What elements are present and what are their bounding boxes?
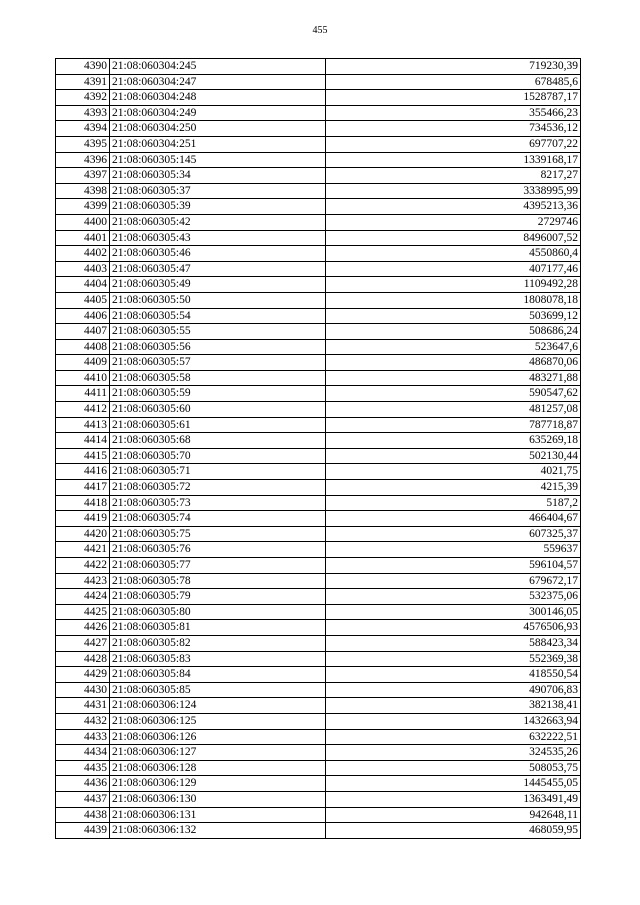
table-row: [56, 589, 581, 605]
table-row: [56, 526, 581, 542]
value-cell: 486870,06: [326, 355, 581, 371]
row-number-cell: 4408: [56, 339, 110, 355]
cadastral-number-cell: 21:08:060305:49: [110, 277, 326, 293]
cadastral-number-cell: 21:08:060305:70: [110, 448, 326, 464]
value-cell: 355466,23: [326, 105, 581, 121]
value-cell: 490706,83: [326, 682, 581, 698]
value-cell: 1339168,17: [326, 152, 581, 168]
cadastral-value-table: [55, 58, 581, 839]
value-cell: 588423,34: [326, 635, 581, 651]
cadastral-number-cell: 21:08:060305:60: [110, 402, 326, 418]
row-number-cell: 4391: [56, 74, 110, 90]
row-number-cell: 4426: [56, 620, 110, 636]
value-cell: 635269,18: [326, 433, 581, 449]
cadastral-number-cell: 21:08:060306:124: [110, 698, 326, 714]
row-number-cell: 4401: [56, 230, 110, 246]
table-row: [56, 495, 581, 511]
value-cell: 596104,57: [326, 558, 581, 574]
row-number-cell: 4396: [56, 152, 110, 168]
row-number-cell: 4393: [56, 105, 110, 121]
table-row: [56, 168, 581, 184]
table-row: [56, 136, 581, 152]
table-row: [56, 433, 581, 449]
table-row: [56, 339, 581, 355]
value-cell: 678485,6: [326, 74, 581, 90]
cadastral-number-cell: 21:08:060305:84: [110, 667, 326, 683]
table-row: [56, 105, 581, 121]
value-cell: 1808078,18: [326, 292, 581, 308]
cadastral-number-cell: 21:08:060305:85: [110, 682, 326, 698]
value-cell: 719230,39: [326, 59, 581, 75]
cadastral-number-cell: 21:08:060304:249: [110, 105, 326, 121]
cadastral-number-cell: 21:08:060305:78: [110, 573, 326, 589]
table-row: [56, 729, 581, 745]
row-number-cell: 4397: [56, 168, 110, 184]
value-cell: 382138,41: [326, 698, 581, 714]
value-cell: 4550860,4: [326, 246, 581, 262]
value-cell: 1432663,94: [326, 713, 581, 729]
page-number: 455: [312, 25, 328, 36]
value-cell: 508053,75: [326, 760, 581, 776]
row-number-cell: 4410: [56, 370, 110, 386]
row-number-cell: 4433: [56, 729, 110, 745]
value-cell: 590547,62: [326, 386, 581, 402]
row-number-cell: 4417: [56, 480, 110, 496]
value-cell: 523647,6: [326, 339, 581, 355]
row-number-cell: 4435: [56, 760, 110, 776]
row-number-cell: 4421: [56, 542, 110, 558]
row-number-cell: 4392: [56, 90, 110, 106]
cadastral-number-cell: 21:08:060305:72: [110, 480, 326, 496]
cadastral-number-cell: 21:08:060305:34: [110, 168, 326, 184]
row-number-cell: 4430: [56, 682, 110, 698]
table-row: [56, 573, 581, 589]
value-cell: 2729746: [326, 214, 581, 230]
value-cell: 300146,05: [326, 604, 581, 620]
table-row: [56, 121, 581, 137]
table-row: [56, 402, 581, 418]
table-row: [56, 292, 581, 308]
table-row: [56, 74, 581, 90]
cadastral-number-cell: 21:08:060306:126: [110, 729, 326, 745]
table-row: [56, 760, 581, 776]
row-number-cell: 4436: [56, 776, 110, 792]
value-cell: 942648,11: [326, 807, 581, 823]
value-cell: 559637: [326, 542, 581, 558]
table-row: [56, 59, 581, 75]
cadastral-number-cell: 21:08:060305:83: [110, 651, 326, 667]
table-row: [56, 464, 581, 480]
cadastral-number-cell: 21:08:060306:132: [110, 823, 326, 839]
cadastral-number-cell: 21:08:060305:50: [110, 292, 326, 308]
cadastral-number-cell: 21:08:060305:80: [110, 604, 326, 620]
row-number-cell: 4418: [56, 495, 110, 511]
table-row: [56, 324, 581, 340]
table-body: [56, 59, 581, 839]
value-cell: 4395213,36: [326, 199, 581, 215]
row-number-cell: 4422: [56, 558, 110, 574]
cadastral-number-cell: 21:08:060304:250: [110, 121, 326, 137]
value-cell: 4215,39: [326, 480, 581, 496]
table-row: [56, 152, 581, 168]
row-number-cell: 4419: [56, 511, 110, 527]
value-cell: 8217,27: [326, 168, 581, 184]
table-row: [56, 682, 581, 698]
value-cell: 1528787,17: [326, 90, 581, 106]
table-row: [56, 355, 581, 371]
row-number-cell: 4438: [56, 807, 110, 823]
cadastral-number-cell: 21:08:060305:81: [110, 620, 326, 636]
cadastral-number-cell: 21:08:060305:75: [110, 526, 326, 542]
table-row: [56, 698, 581, 714]
cadastral-number-cell: 21:08:060305:47: [110, 261, 326, 277]
row-number-cell: 4411: [56, 386, 110, 402]
row-number-cell: 4424: [56, 589, 110, 605]
row-number-cell: 4431: [56, 698, 110, 714]
row-number-cell: 4437: [56, 791, 110, 807]
value-cell: 4576506,93: [326, 620, 581, 636]
table-row: [56, 246, 581, 262]
value-cell: 697707,22: [326, 136, 581, 152]
row-number-cell: 4434: [56, 745, 110, 761]
table-row: [56, 308, 581, 324]
row-number-cell: 4414: [56, 433, 110, 449]
cadastral-number-cell: 21:08:060305:58: [110, 370, 326, 386]
cadastral-number-cell: 21:08:060305:55: [110, 324, 326, 340]
table-row: [56, 667, 581, 683]
value-cell: 3338995,99: [326, 183, 581, 199]
cadastral-number-cell: 21:08:060305:39: [110, 199, 326, 215]
table-row: [56, 791, 581, 807]
cadastral-number-cell: 21:08:060304:245: [110, 59, 326, 75]
value-cell: 607325,37: [326, 526, 581, 542]
value-cell: 552369,38: [326, 651, 581, 667]
table-row: [56, 604, 581, 620]
value-cell: 4021,75: [326, 464, 581, 480]
cadastral-number-cell: 21:08:060306:131: [110, 807, 326, 823]
value-cell: 468059,95: [326, 823, 581, 839]
row-number-cell: 4406: [56, 308, 110, 324]
value-cell: 502130,44: [326, 448, 581, 464]
value-cell: 481257,08: [326, 402, 581, 418]
table-row: [56, 807, 581, 823]
row-number-cell: 4428: [56, 651, 110, 667]
row-number-cell: 4405: [56, 292, 110, 308]
cadastral-number-cell: 21:08:060305:71: [110, 464, 326, 480]
cadastral-number-cell: 21:08:060305:82: [110, 635, 326, 651]
value-cell: 466404,67: [326, 511, 581, 527]
table-row: [56, 214, 581, 230]
value-cell: 483271,88: [326, 370, 581, 386]
cadastral-number-cell: 21:08:060306:127: [110, 745, 326, 761]
table-row: [56, 90, 581, 106]
row-number-cell: 4412: [56, 402, 110, 418]
table-row: [56, 558, 581, 574]
table-row: [56, 261, 581, 277]
table-row: [56, 620, 581, 636]
value-cell: 734536,12: [326, 121, 581, 137]
row-number-cell: 4402: [56, 246, 110, 262]
row-number-cell: 4432: [56, 713, 110, 729]
value-cell: 679672,17: [326, 573, 581, 589]
value-cell: 632222,51: [326, 729, 581, 745]
table-row: [56, 823, 581, 839]
row-number-cell: 4395: [56, 136, 110, 152]
cadastral-number-cell: 21:08:060305:74: [110, 511, 326, 527]
row-number-cell: 4404: [56, 277, 110, 293]
row-number-cell: 4403: [56, 261, 110, 277]
value-cell: 324535,26: [326, 745, 581, 761]
cadastral-number-cell: 21:08:060305:46: [110, 246, 326, 262]
value-cell: 503699,12: [326, 308, 581, 324]
row-number-cell: 4420: [56, 526, 110, 542]
cadastral-number-cell: 21:08:060305:59: [110, 386, 326, 402]
table-row: [56, 542, 581, 558]
cadastral-number-cell: 21:08:060305:76: [110, 542, 326, 558]
table-row: [56, 199, 581, 215]
table-row: [56, 230, 581, 246]
row-number-cell: 4398: [56, 183, 110, 199]
value-cell: 508686,24: [326, 324, 581, 340]
table-row: [56, 448, 581, 464]
row-number-cell: 4399: [56, 199, 110, 215]
row-number-cell: 4390: [56, 59, 110, 75]
value-cell: 1109492,28: [326, 277, 581, 293]
cadastral-number-cell: 21:08:060305:57: [110, 355, 326, 371]
value-cell: 1363491,49: [326, 791, 581, 807]
row-number-cell: 4425: [56, 604, 110, 620]
cadastral-number-cell: 21:08:060306:125: [110, 713, 326, 729]
value-cell: 1445455,05: [326, 776, 581, 792]
cadastral-number-cell: 21:08:060304:251: [110, 136, 326, 152]
cadastral-number-cell: 21:08:060305:37: [110, 183, 326, 199]
table-row: [56, 713, 581, 729]
value-cell: 532375,06: [326, 589, 581, 605]
table-row: [56, 386, 581, 402]
row-number-cell: 4427: [56, 635, 110, 651]
value-cell: 407177,46: [326, 261, 581, 277]
value-cell: 418550,54: [326, 667, 581, 683]
table-row: [56, 480, 581, 496]
cadastral-number-cell: 21:08:060305:43: [110, 230, 326, 246]
cadastral-number-cell: 21:08:060306:130: [110, 791, 326, 807]
cadastral-number-cell: 21:08:060304:247: [110, 74, 326, 90]
row-number-cell: 4394: [56, 121, 110, 137]
row-number-cell: 4439: [56, 823, 110, 839]
cadastral-number-cell: 21:08:060305:145: [110, 152, 326, 168]
cadastral-number-cell: 21:08:060305:42: [110, 214, 326, 230]
table-row: [56, 277, 581, 293]
value-cell: 8496007,52: [326, 230, 581, 246]
table-row: [56, 745, 581, 761]
cadastral-number-cell: 21:08:060304:248: [110, 90, 326, 106]
cadastral-number-cell: 21:08:060306:129: [110, 776, 326, 792]
row-number-cell: 4400: [56, 214, 110, 230]
cadastral-number-cell: 21:08:060305:73: [110, 495, 326, 511]
cadastral-number-cell: 21:08:060306:128: [110, 760, 326, 776]
cadastral-number-cell: 21:08:060305:68: [110, 433, 326, 449]
cadastral-number-cell: 21:08:060305:61: [110, 417, 326, 433]
table-row: [56, 776, 581, 792]
row-number-cell: 4407: [56, 324, 110, 340]
row-number-cell: 4423: [56, 573, 110, 589]
cadastral-number-cell: 21:08:060305:56: [110, 339, 326, 355]
value-cell: 787718,87: [326, 417, 581, 433]
cadastral-number-cell: 21:08:060305:54: [110, 308, 326, 324]
row-number-cell: 4416: [56, 464, 110, 480]
table-row: [56, 635, 581, 651]
row-number-cell: 4413: [56, 417, 110, 433]
row-number-cell: 4429: [56, 667, 110, 683]
table-row: [56, 370, 581, 386]
cadastral-number-cell: 21:08:060305:77: [110, 558, 326, 574]
table-row: [56, 511, 581, 527]
table-row: [56, 183, 581, 199]
row-number-cell: 4415: [56, 448, 110, 464]
table-row: [56, 651, 581, 667]
table-row: [56, 417, 581, 433]
value-cell: 5187,2: [326, 495, 581, 511]
row-number-cell: 4409: [56, 355, 110, 371]
cadastral-number-cell: 21:08:060305:79: [110, 589, 326, 605]
